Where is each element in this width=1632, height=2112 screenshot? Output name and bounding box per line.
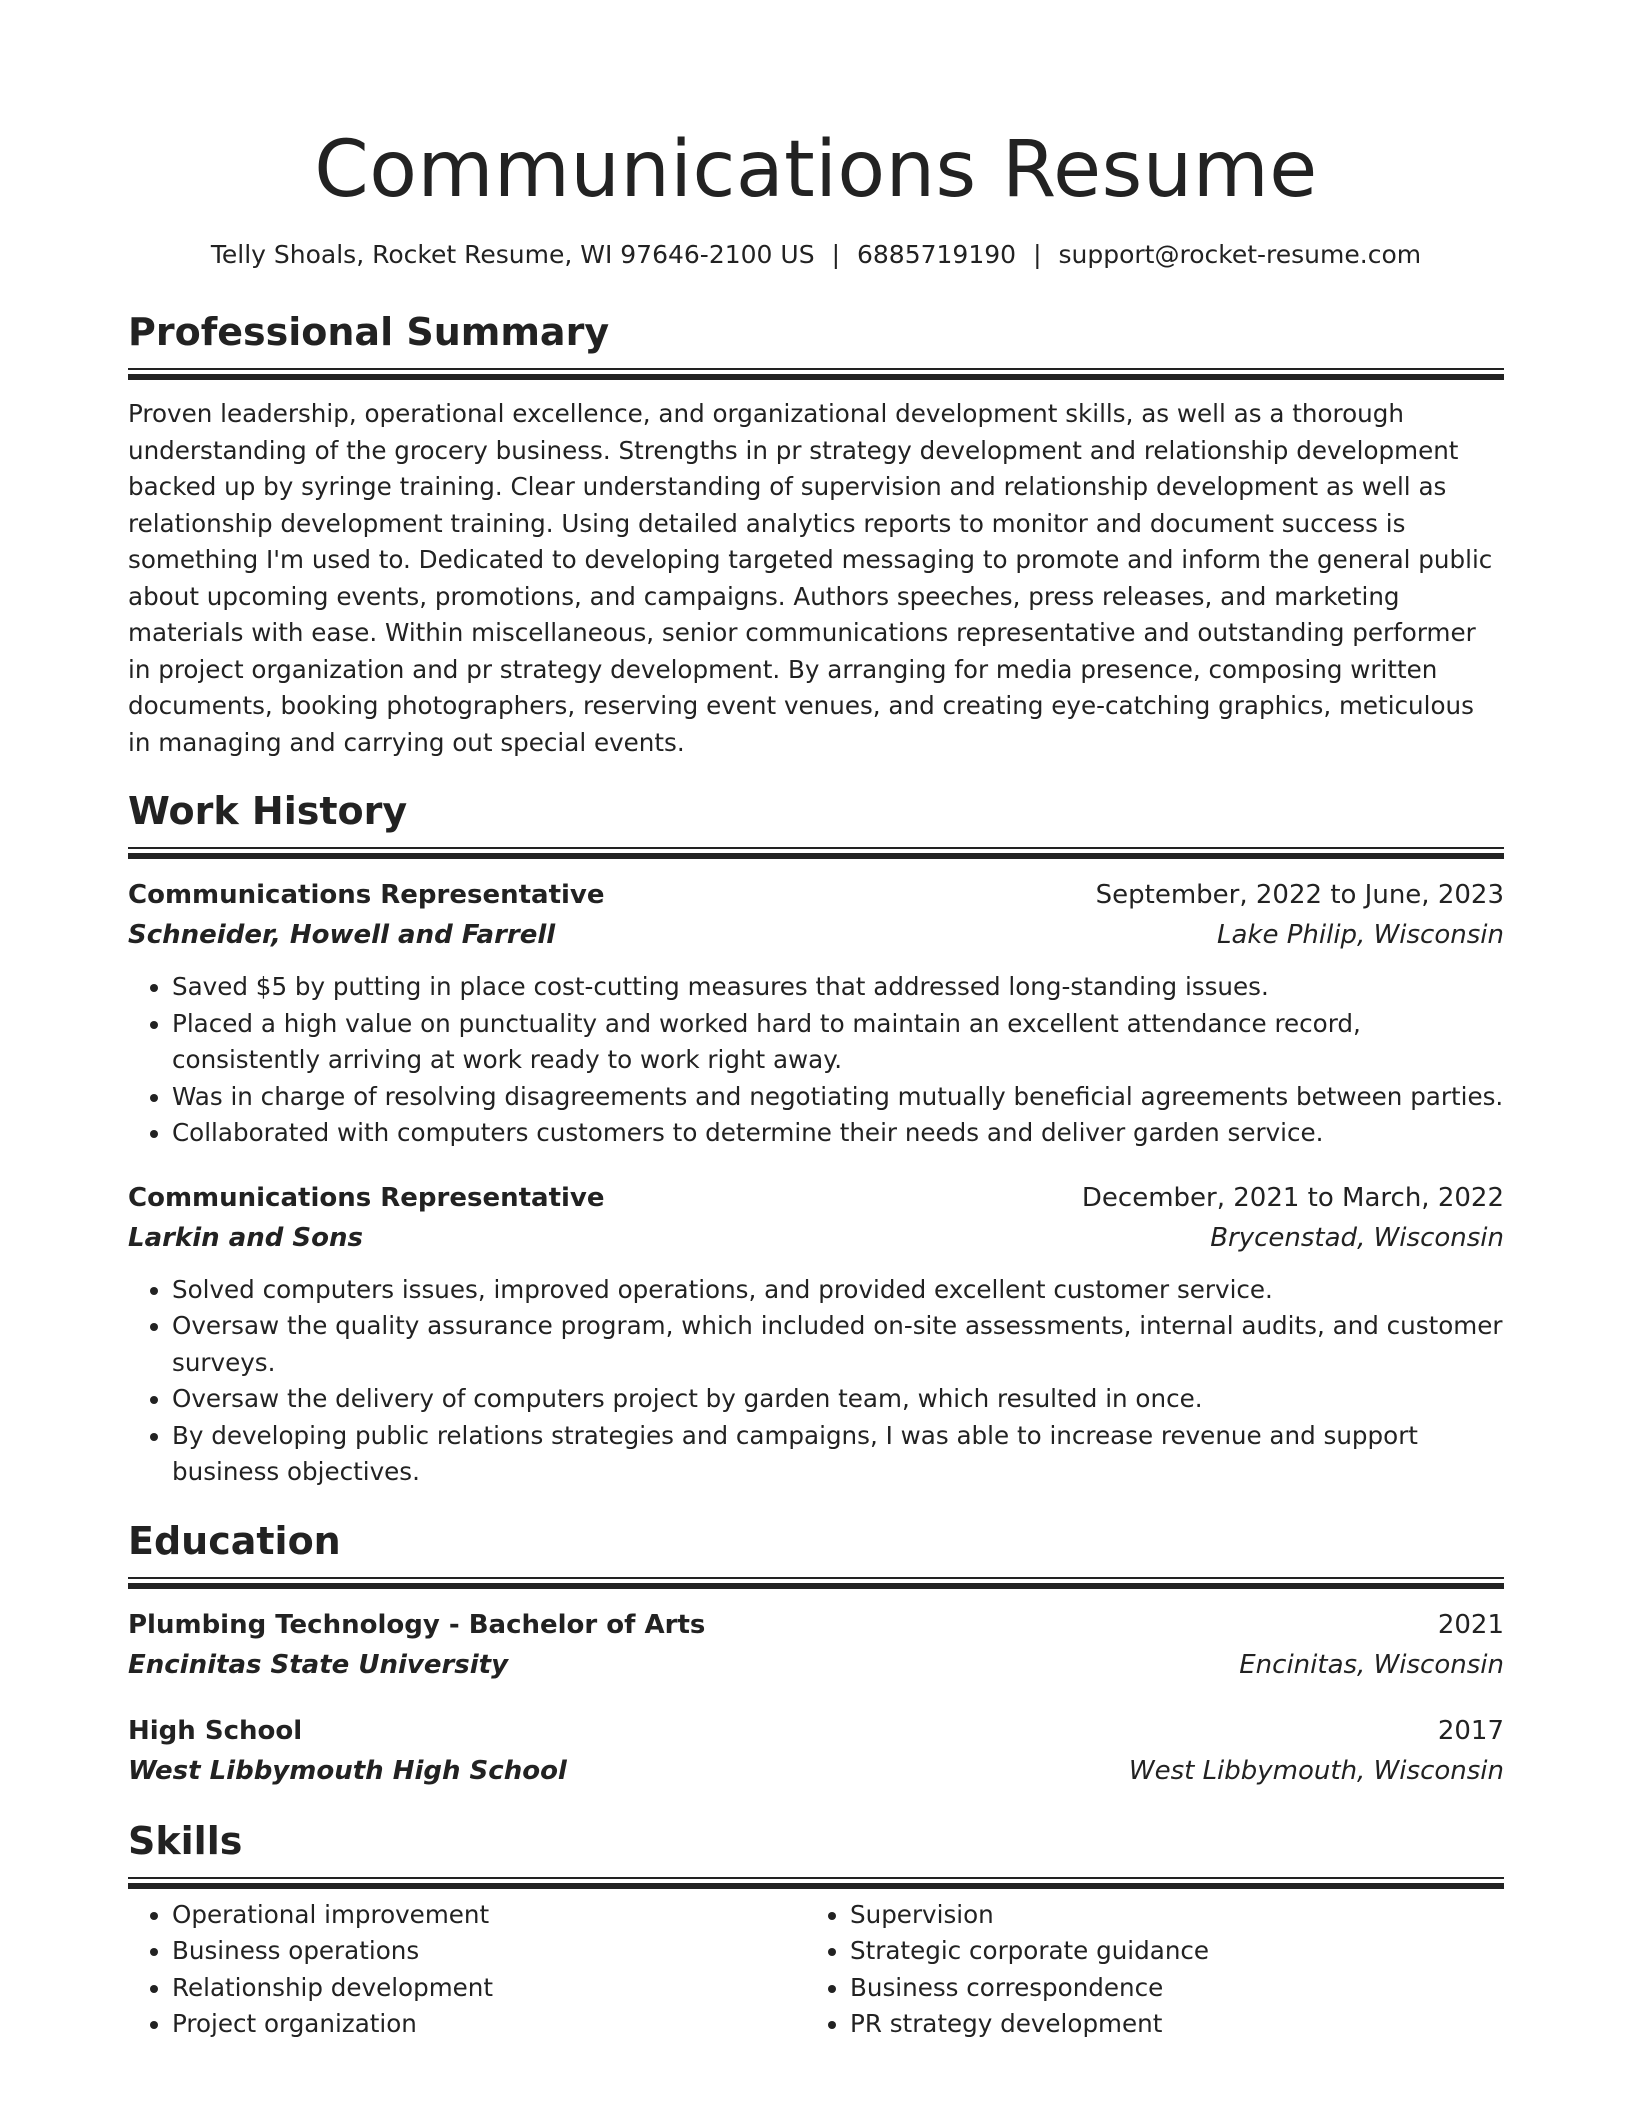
contact-email: support@rocket-resume.com <box>1058 240 1422 269</box>
job-company: Schneider, Howell and Farrell <box>128 920 556 950</box>
resume-page <box>128 0 1504 2043</box>
contact-line <box>128 238 1504 272</box>
education-location: West Libbymouth, Wisconsin <box>1128 1755 1504 1786</box>
skill-item: • Relationship development <box>172 1970 806 2007</box>
education-section <box>128 1517 1504 1791</box>
skills-list-right <box>806 1897 1484 2043</box>
job-title: Communications Representative <box>128 880 605 910</box>
job-bullet: • Oversaw the quality assurance program, which included on-site assessments, internal audits, and customer surveys. <box>172 1308 1504 1381</box>
skill-item: • Strategic corporate guidance <box>850 1933 1484 1970</box>
job-bullet: • Oversaw the delivery of computers project by garden team, which resulted in once. <box>172 1381 1504 1418</box>
skill-item: • Supervision <box>850 1897 1484 1934</box>
skills-list-left <box>128 1897 806 2043</box>
professional-summary-section <box>128 308 1504 761</box>
section-divider <box>128 1577 1504 1579</box>
section-divider <box>128 847 1504 849</box>
job-bullet: • By developing public relations strategies and campaigns, I was able to increase revenue and support business objectives. <box>172 1418 1504 1491</box>
job-bullet: • Collaborated with computers customers to determine their needs and deliver garden service. <box>172 1115 1504 1152</box>
job-company: Larkin and Sons <box>128 1222 363 1253</box>
skill-item: • Project organization <box>172 2006 806 2043</box>
job-bullet: • Solved computers issues, improved operations, and provided excellent customer service. <box>172 1272 1504 1309</box>
section-heading-summary: Professional Summary <box>128 310 610 354</box>
job-bullet: • Placed a high value on punctuality and worked hard to maintain an excellent attendance record, consistently arriving at work ready to work right away. <box>172 1006 1504 1079</box>
summary-text: Proven leadership, operational excellence, and organizational development skills, as well as a thorough understanding of the grocery business. Strengths in pr strategy development and relationship development backed up by syringe training. Clear understanding of supervision and relationship development as well as relationship development training. Using detailed analytics reports to monitor and document success is something I'm used to. Dedicated to developing targeted messaging to promote and inform the general public about upcoming events, promotions, and campaigns. Authors speeches, press releases, and marketing materials with ease. Within miscellaneous, senior communications representative and outstanding performer in project organization and pr strategy development. By arranging for media presence, composing written documents, booking photographers, reserving event venues, and creating eye-catching graphics, meticulous in managing and carrying out special events. <box>128 399 1493 757</box>
resume-title: Communications Resume <box>314 125 1318 215</box>
education-degree: High School <box>128 1715 303 1746</box>
skill-item: • Business operations <box>172 1933 806 1970</box>
skills-columns <box>128 1897 1504 2043</box>
education-entry <box>128 1605 1504 1685</box>
job-bullets <box>128 1272 1504 1491</box>
education-year: 2017 <box>1437 1715 1504 1746</box>
skill-item: • Business correspondence <box>850 1970 1484 2007</box>
job-title: Communications Representative <box>128 1182 605 1213</box>
skills-section <box>128 1817 1504 2043</box>
skill-item: • Operational improvement <box>172 1897 806 1934</box>
education-school: Encinitas State University <box>128 1649 509 1680</box>
section-heading-skills: Skills <box>128 1818 243 1863</box>
education-year: 2021 <box>1437 1609 1504 1640</box>
work-history-section <box>128 787 1504 1491</box>
section-heading-education: Education <box>128 1518 341 1563</box>
education-entry <box>128 1711 1504 1791</box>
education-degree: Plumbing Technology - Bachelor of Arts <box>128 1609 706 1640</box>
job-dates: December, 2021 to March, 2022 <box>1081 1182 1504 1213</box>
education-school: West Libbymouth High School <box>128 1755 567 1786</box>
job-bullet: • Saved $5 by putting in place cost-cutting measures that addressed long-standing issues. <box>172 969 1504 1006</box>
job-bullets <box>128 969 1504 1152</box>
job-location: Lake Philip, Wisconsin <box>1216 920 1504 950</box>
job-dates: September, 2022 to June, 2023 <box>1095 880 1504 910</box>
job-entry <box>128 1178 1504 1491</box>
job-entry <box>128 875 1504 1152</box>
contact-separator: | <box>1033 240 1042 269</box>
job-bullet: • Was in charge of resolving disagreements and negotiating mutually beneficial agreements between parties. <box>172 1079 1504 1116</box>
section-heading-work: Work History <box>128 789 408 833</box>
job-location: Brycenstad, Wisconsin <box>1210 1222 1504 1253</box>
contact-separator: | <box>831 240 840 269</box>
contact-address: Telly Shoals, Rocket Resume, WI 97646-2100 US <box>210 240 815 269</box>
section-divider <box>128 1877 1504 1879</box>
skill-item: • PR strategy development <box>850 2006 1484 2043</box>
education-location: Encinitas, Wisconsin <box>1239 1649 1504 1680</box>
contact-phone: 6885719190 <box>857 240 1017 269</box>
section-divider <box>128 368 1504 370</box>
